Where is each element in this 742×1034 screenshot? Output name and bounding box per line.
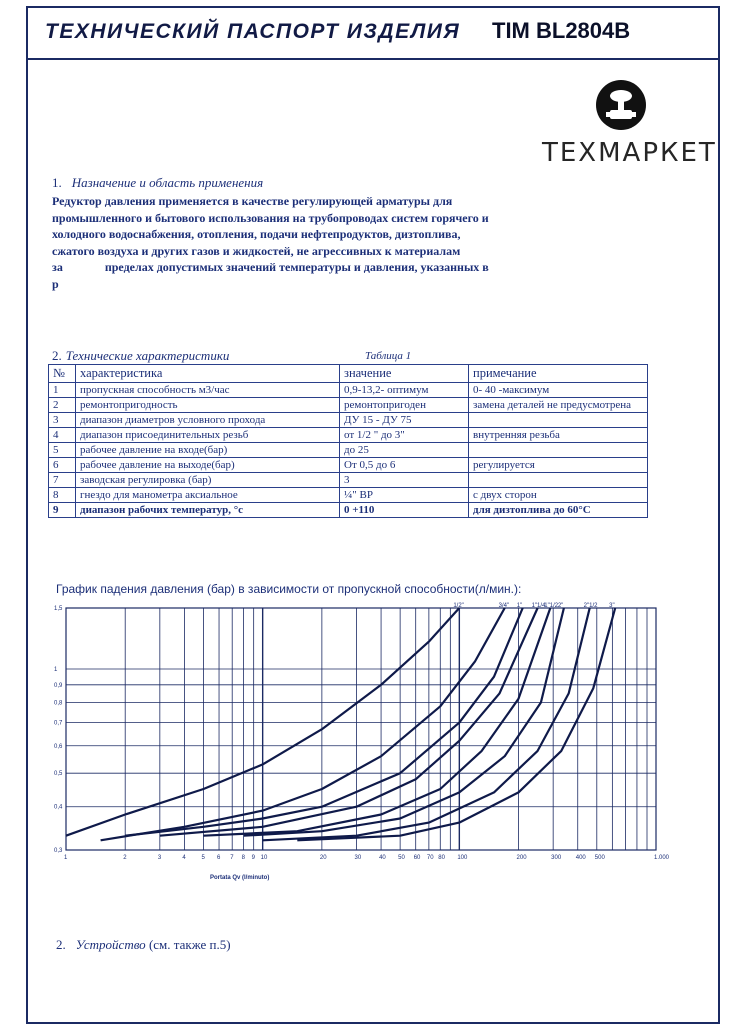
company-logo-icon bbox=[596, 80, 646, 130]
cell: ремонтопригоден bbox=[340, 398, 469, 413]
cell: ДУ 15 - ДУ 75 bbox=[340, 413, 469, 428]
cell: 1 bbox=[49, 383, 76, 398]
y-tick-labels bbox=[54, 606, 63, 854]
cell: 8 bbox=[49, 488, 76, 503]
x-tick-label: 50 bbox=[398, 855, 405, 861]
company-logo-text: ТЕХМАРКЕТ bbox=[542, 138, 717, 168]
cell bbox=[469, 473, 648, 488]
table-caption: Таблица 1 bbox=[365, 350, 412, 362]
section-2-heading bbox=[52, 348, 229, 364]
table-row bbox=[49, 458, 648, 473]
cell: гнездо для манометра аксиальное bbox=[76, 488, 340, 503]
curve-label: 3" bbox=[609, 603, 615, 609]
document-title: ТЕХНИЧЕСКИЙ ПАСПОРТ ИЗДЕЛИЯ bbox=[45, 20, 461, 43]
x-tick-label: 200 bbox=[516, 855, 527, 861]
y-tick-label: 0,3 bbox=[54, 848, 63, 854]
text-line: промышленного и бытового использования на трубопроводах систем горячего и bbox=[52, 210, 489, 225]
section-1-title: Назначение и область применения bbox=[71, 175, 264, 190]
logo-emblem-icon bbox=[596, 80, 646, 130]
y-tick-label: 0,9 bbox=[54, 682, 63, 689]
cell: замена деталей не предусмотрена bbox=[469, 398, 648, 413]
text-line: сжатого воздуха и других газов и жидкостей, не агрессивных к материалам bbox=[52, 243, 461, 258]
y-tick-label: 1,5 bbox=[54, 606, 63, 612]
x-tick-label: 500 bbox=[594, 855, 605, 861]
cell: 0- 40 -максимум bbox=[469, 383, 648, 398]
curve-label: 2" bbox=[557, 603, 564, 609]
table-row bbox=[49, 503, 648, 518]
table-row bbox=[49, 398, 648, 413]
y-tick-label: 0,6 bbox=[54, 743, 63, 750]
cell bbox=[469, 443, 648, 458]
table-row bbox=[49, 413, 648, 428]
cell: с двух сторон bbox=[469, 488, 648, 503]
cell: до 25 bbox=[340, 443, 469, 458]
section-1-number: 1. bbox=[52, 175, 62, 190]
column-header: примечание bbox=[469, 365, 648, 383]
section-3-heading bbox=[56, 937, 231, 953]
section-3-title: Устройство bbox=[75, 937, 146, 952]
x-tick-label: 300 bbox=[551, 855, 562, 861]
x-tick-label: 7 bbox=[230, 855, 234, 861]
section-2-number: 2. bbox=[52, 348, 62, 363]
cell: диапазон рабочих температур, °с bbox=[76, 503, 340, 518]
y-tick-label: 0,7 bbox=[54, 720, 63, 727]
table-row bbox=[49, 428, 648, 443]
section-3-note: (см. также п.5) bbox=[148, 937, 231, 952]
curve-label: 1"1/2 bbox=[544, 603, 559, 609]
x-tick-label: 40 bbox=[379, 855, 386, 861]
cell: регулируется bbox=[469, 458, 648, 473]
cell bbox=[469, 413, 648, 428]
x-tick-label: 4 bbox=[182, 855, 186, 861]
cell: 3 bbox=[49, 413, 76, 428]
text-line: р bbox=[52, 276, 59, 291]
cell: диапазон диаметров условного прохода bbox=[76, 413, 340, 428]
column-header: значение bbox=[340, 365, 469, 383]
graph-title: График падения давления (бар) в зависимости от пропускной способности(л/мин.): bbox=[56, 582, 522, 596]
x-tick-labels bbox=[64, 855, 670, 861]
x-tick-label: 9 bbox=[251, 855, 256, 861]
table-row bbox=[49, 383, 648, 398]
y-tick-label: 0,4 bbox=[54, 804, 63, 811]
section-2-title: Технические характеристики bbox=[65, 348, 230, 363]
cell: 0,9-13,2- оптимум bbox=[340, 383, 469, 398]
curve-label: 1/2" bbox=[453, 603, 464, 609]
x-tick-label: 10 bbox=[260, 855, 268, 861]
table-row bbox=[49, 473, 648, 488]
table-header-row bbox=[49, 365, 648, 383]
curve-label: 1"1/4 bbox=[531, 603, 546, 609]
y-tick-label: 1 bbox=[54, 666, 58, 673]
cell: заводская регулировка (бар) bbox=[76, 473, 340, 488]
cell: 2 bbox=[49, 398, 76, 413]
x-tick-label: 2 bbox=[123, 855, 127, 861]
table-row bbox=[49, 488, 648, 503]
cell: 5 bbox=[49, 443, 76, 458]
x-tick-label: 60 bbox=[413, 855, 421, 861]
cell: ремонтопригодность bbox=[76, 398, 340, 413]
y-tick-label: 0,5 bbox=[54, 771, 63, 778]
cell: От 0,5 до 6 bbox=[340, 458, 469, 473]
cell: от 1/2 " до 3" bbox=[340, 428, 469, 443]
x-tick-label: 3 bbox=[157, 855, 162, 861]
cell: 4 bbox=[49, 428, 76, 443]
cell: рабочее давление на входе(бар) bbox=[76, 443, 340, 458]
specs-table bbox=[48, 364, 648, 518]
x-tick-label: 30 bbox=[354, 855, 362, 861]
cell: 6 bbox=[49, 458, 76, 473]
text-line: за пределах допустимых значений температуры и давления, указанных в bbox=[52, 260, 489, 274]
cell: диапазон присоединительных резьб bbox=[76, 428, 340, 443]
cell: 3 bbox=[340, 473, 469, 488]
text-line: холодного водоснабжения, отопления, подачи нефтепродуктов, дизтоплива, bbox=[52, 227, 461, 241]
x-tick-label: 80 bbox=[438, 855, 445, 861]
x-tick-label: 8 bbox=[241, 855, 245, 861]
cell: 9 bbox=[49, 503, 76, 518]
x-tick-label: 1.000 bbox=[654, 855, 670, 861]
cell: ¼" ВР bbox=[340, 488, 469, 503]
table-row bbox=[49, 443, 648, 458]
curve-label: 2"1/2 bbox=[583, 603, 598, 609]
section-3-number: 2. bbox=[56, 937, 66, 952]
column-header: характеристика bbox=[76, 365, 340, 383]
product-model: TIM BL2804B bbox=[492, 18, 631, 43]
plot-area bbox=[66, 608, 656, 850]
cell: рабочее давление на выходе(бар) bbox=[76, 458, 340, 473]
cell: 0 +110 bbox=[340, 503, 469, 518]
column-header: № bbox=[49, 365, 76, 383]
x-axis-title: Portata Qv (l/minuto) bbox=[210, 875, 270, 881]
text-line: Редуктор давления применяется в качестве регулирующей арматуры для bbox=[52, 194, 453, 208]
curve-label: 1" bbox=[516, 603, 523, 609]
x-tick-label: 5 bbox=[201, 855, 205, 861]
cell: пропускная способность м3/час bbox=[76, 383, 340, 398]
cell: 7 bbox=[49, 473, 76, 488]
x-tick-label: 70 bbox=[426, 855, 434, 861]
cell: для дизтоплива до 60°С bbox=[469, 503, 648, 518]
curve-label: 3/4" bbox=[498, 603, 510, 609]
section-1-text bbox=[52, 193, 572, 292]
x-tick-label: 100 bbox=[457, 855, 468, 861]
y-tick-label: 0,8 bbox=[54, 700, 63, 707]
x-tick-label: 1 bbox=[64, 855, 68, 861]
pressure-drop-chart bbox=[50, 600, 670, 872]
x-tick-label: 20 bbox=[319, 855, 327, 861]
section-1-heading bbox=[52, 175, 263, 191]
cell: внутренняя резьба bbox=[469, 428, 648, 443]
x-tick-label: 6 bbox=[217, 855, 221, 861]
x-tick-label: 400 bbox=[575, 855, 586, 861]
